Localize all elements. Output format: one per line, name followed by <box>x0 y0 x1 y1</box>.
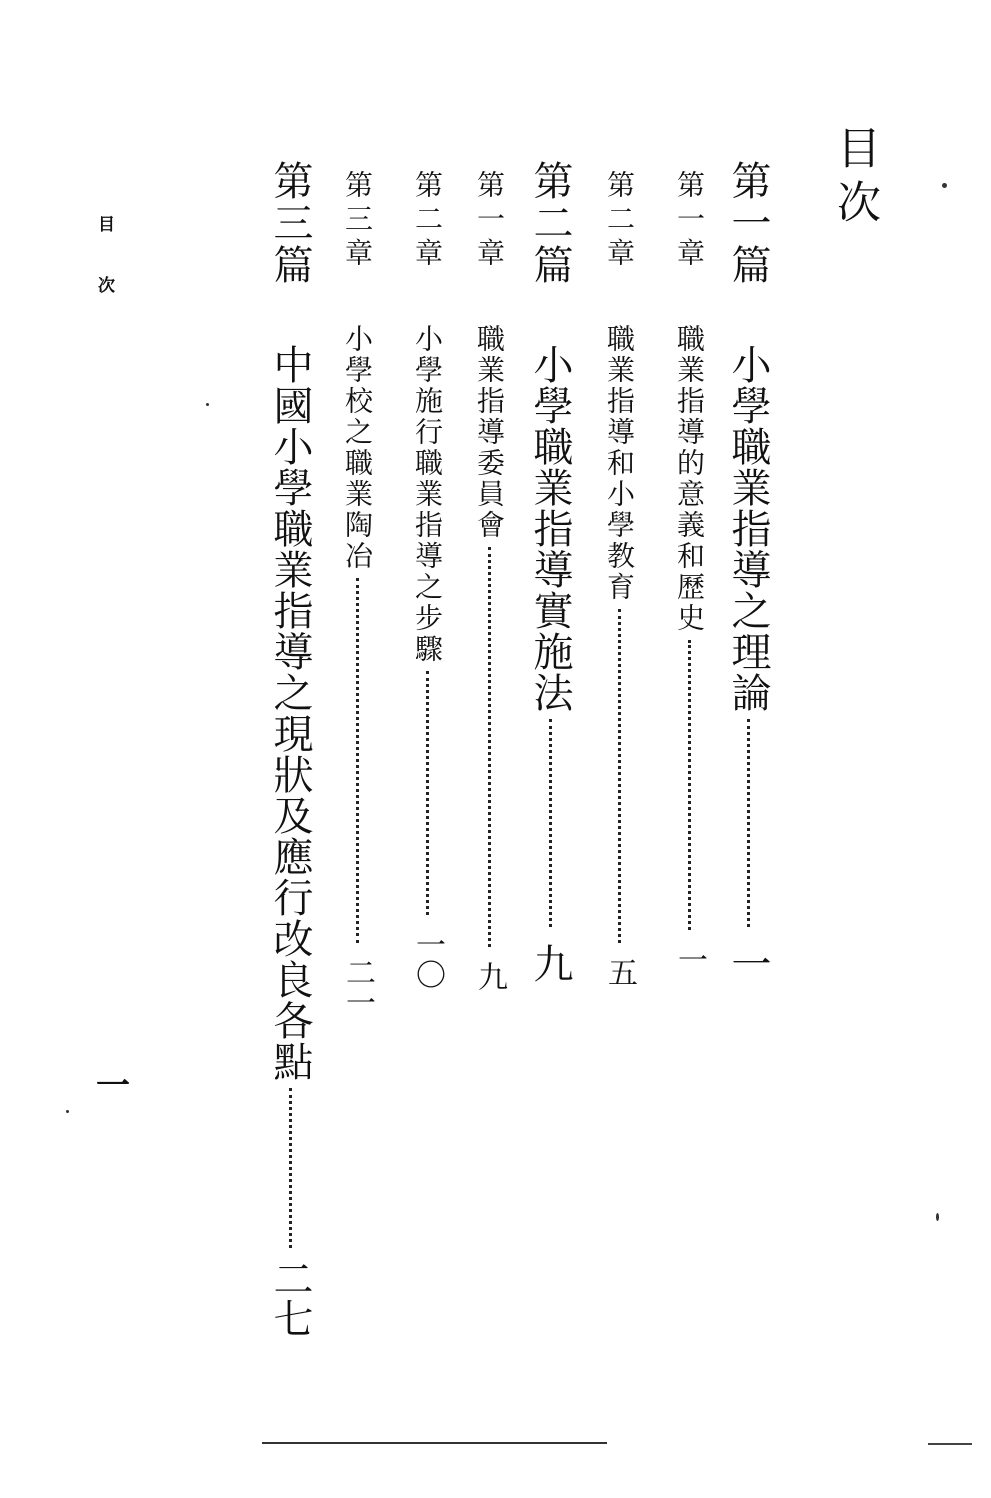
entry-heading: 小學職業指導實施法 <box>527 344 573 713</box>
entry-page: 九 <box>472 961 507 991</box>
entry-page: 二七 <box>267 1258 313 1338</box>
entry-label: 第二章 <box>411 170 444 272</box>
scan-speck <box>206 403 209 406</box>
dot-leader <box>488 547 491 947</box>
entry-page: 九 <box>527 943 573 983</box>
entry-label: 第二篇 <box>527 160 573 286</box>
entry-heading: 小學職業指導之理論 <box>725 344 771 713</box>
entry-label: 第三篇 <box>267 160 313 286</box>
entry-page: 一 <box>672 944 707 974</box>
entry-page: 五 <box>602 957 637 987</box>
entry-page: 一 <box>725 943 771 983</box>
dot-leader <box>618 609 621 943</box>
toc-entry-chapter <box>672 170 707 974</box>
dot-leader <box>356 578 359 943</box>
entry-heading: 職業指導委員會 <box>473 324 506 541</box>
entry-heading: 小學施行職業指導之步驟 <box>411 324 444 665</box>
entry-page: 一〇 <box>410 929 445 989</box>
toc-entry-chapter <box>602 170 637 987</box>
entry-heading: 中國小學職業指導之現狀及應行改良各點 <box>267 344 313 1082</box>
entry-heading: 小學校之職業陶冶 <box>341 324 374 572</box>
dot-leader <box>747 719 750 927</box>
dot-leader <box>426 671 429 915</box>
scan-speck <box>936 1213 939 1221</box>
entry-page: 二一 <box>340 957 375 1017</box>
entry-heading: 職業指導和小學教育 <box>603 324 636 603</box>
entry-label: 第三章 <box>341 170 374 272</box>
dot-leader <box>549 719 552 927</box>
toc-entry-chapter <box>340 170 375 1017</box>
scan-speck <box>942 183 947 188</box>
toc-entry-part-3 <box>267 160 313 1338</box>
scan-speck <box>66 1110 69 1113</box>
entry-label: 第二章 <box>603 170 636 272</box>
entry-heading: 職業指導的意義和歷史 <box>673 324 706 634</box>
entry-label: 第一章 <box>473 170 506 272</box>
scan-rule <box>262 1442 607 1444</box>
scan-rule <box>928 1443 972 1445</box>
running-head: 目次 <box>94 215 114 337</box>
toc-entry-chapter <box>472 170 507 991</box>
toc-entry-chapter <box>410 170 445 989</box>
toc-entry-part-2 <box>527 160 573 983</box>
toc-entry-part-1 <box>725 160 771 983</box>
toc-title: 目次 <box>829 125 880 233</box>
entry-label: 第一章 <box>673 170 706 272</box>
dot-leader <box>289 1088 292 1248</box>
folio-page-number: 一 <box>96 1066 130 1106</box>
dot-leader <box>688 640 691 930</box>
entry-label: 第一篇 <box>725 160 771 286</box>
